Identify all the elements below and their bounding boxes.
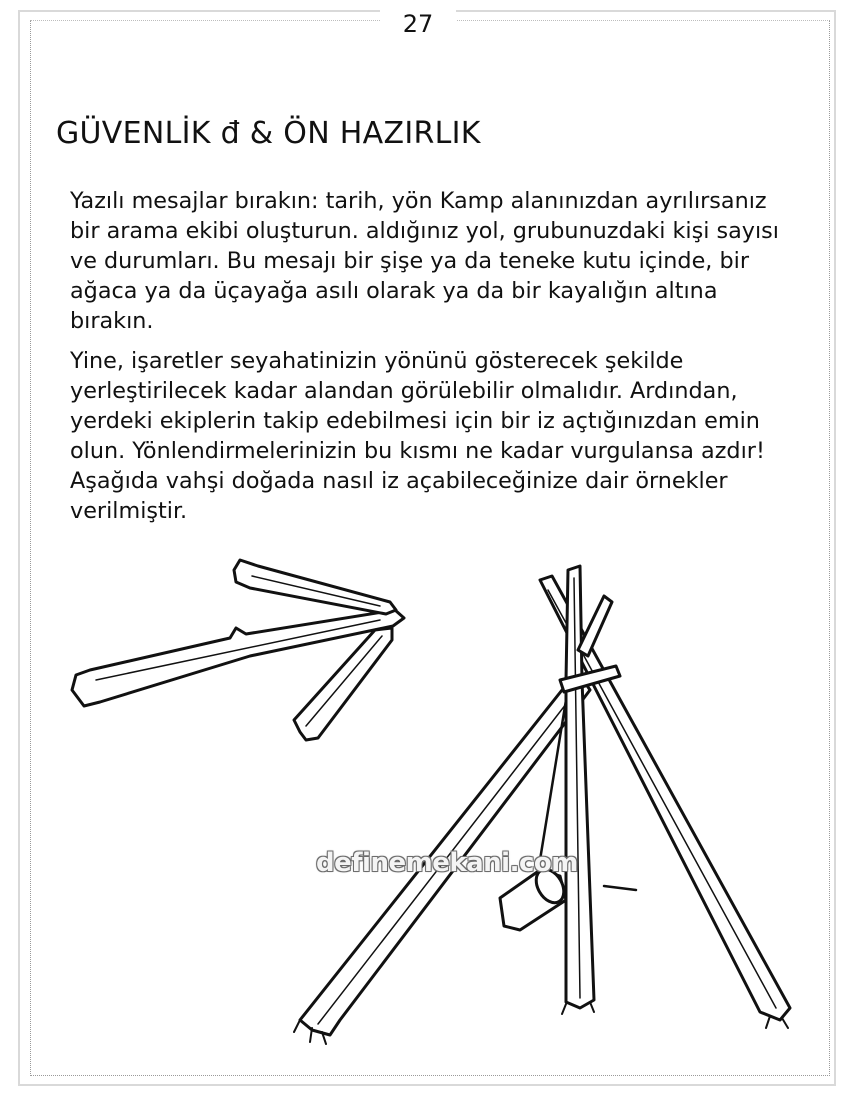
page-number: 27 — [380, 2, 456, 46]
paragraph-messages: Yazılı mesajlar bırakın: tarih, yön Kamp alanınızdan ayrılırsanız bir arama ekibi oluşturun. aldığınız yol, grubunuzdaki kişi sayısı ve durumları. Bu mesajı bir şişe ya da teneke kutu içinde, bir ağaca ya da üçayağa asılı olarak ya da bir kayalığın altına bırakın. — [70, 188, 779, 334]
page-heading: GÜVENLİK đ & ÖN HAZIRLIK — [56, 116, 481, 151]
arrow-upper-stick — [234, 560, 396, 614]
tripod-top-twig — [578, 596, 612, 656]
stick-arrow-illustration — [72, 560, 404, 740]
watermark: definemekani.com — [316, 848, 578, 878]
paragraph-trail-signs: Yine, işaretler seyahatinizin yönünü gösterecek şekilde yerleştirilecek kadar alandan görülebilir olmalıdır. Ardından, yerdeki ekiplerin takip edebilmesi için bir iz açtığınızdan emin olun. Yönlendirmelerinizin bu kısmı ne kadar vurgulansa azdır! Aşağıda vahşi doğada nasıl iz açabileceğinize dair örnekler verilmiştir. — [70, 348, 765, 524]
trail-sign-illustrations — [0, 530, 860, 1070]
